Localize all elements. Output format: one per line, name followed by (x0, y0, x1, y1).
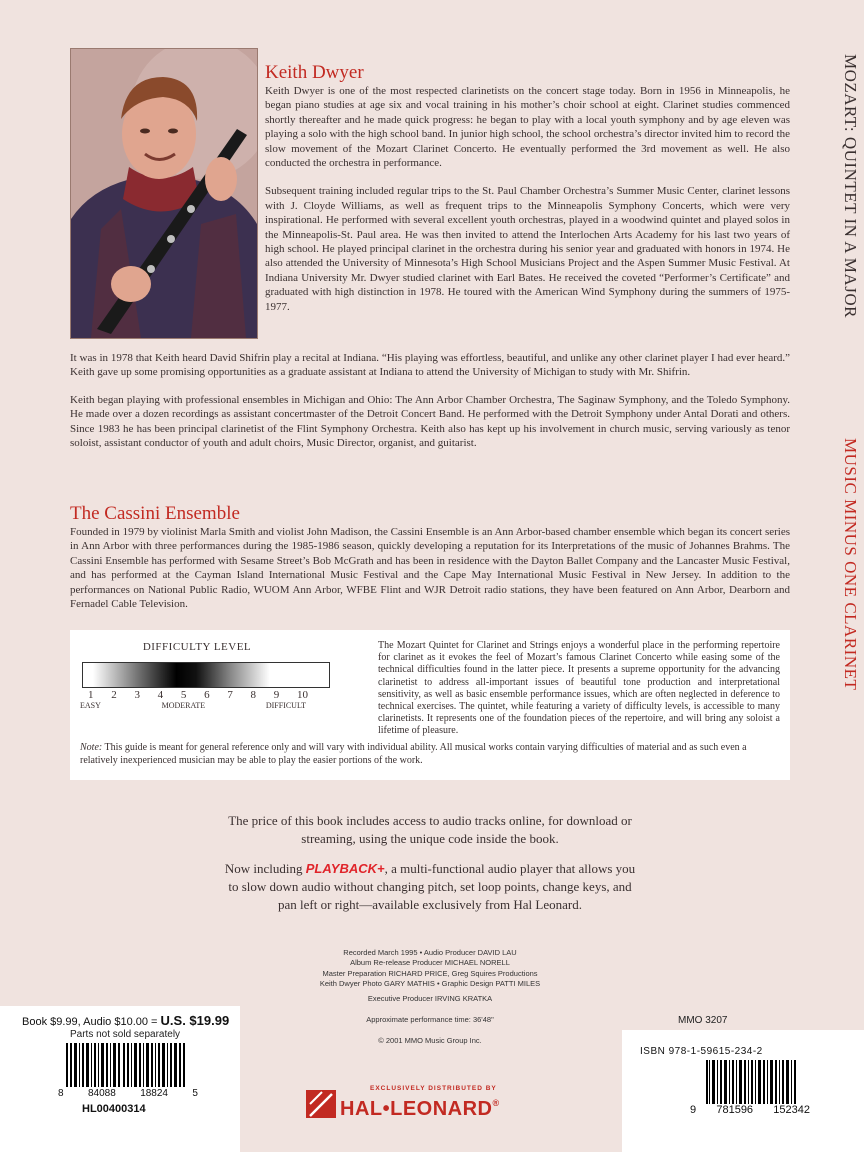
portrait-illustration (71, 49, 257, 338)
distributor-name (340, 1098, 500, 1121)
parts-note: Parts not sold separately (70, 1029, 181, 1040)
bio-paragraph-4: Keith began playing with professional ensembles in Michigan and Ohio: The Ann Arbor Chamber Orchestra, The Saginaw Symphony, and the Toledo Symphony. He made over a dozen recordings as assistant concertmaster of the Detroit Concert Band. He performed with the Detroit Symphony under Antal Dorati and others. Since 1983 he has been principal clarinetist of the Flint Symphony Orchestra. Keith also has kept up his involvement in church music, serving variously as tenor soloist, assistant conductor of youth and adult choirs, Music Director, organist, and guitarist. (70, 393, 790, 450)
ensemble-section (70, 503, 790, 611)
isbn-digits (690, 1104, 810, 1116)
isbn-label: ISBN 978-1-59615-234-2 (640, 1046, 763, 1057)
playback-text (130, 860, 730, 914)
difficulty-title: DIFFICULTY LEVEL (142, 641, 252, 653)
credits-block (280, 948, 580, 989)
difficulty-number: 5 (180, 689, 187, 701)
performance-time: Approximate performance time: 36'48" (366, 1015, 494, 1024)
hl-number: HL00400314 (82, 1103, 146, 1115)
playback-logo: PLAYBACK+ (305, 861, 385, 876)
audio-line-2: streaming, using the unique code inside the book. (301, 831, 559, 846)
hal-leonard-logo-icon (306, 1090, 336, 1118)
difficulty-numbers (82, 689, 314, 701)
credit-line: Master Preparation RICHARD PRICE, Greg Squires Productions (322, 968, 538, 978)
audio-access-text (130, 812, 730, 848)
upc-barcode (66, 1043, 186, 1087)
upc-group-1: 84088 (87, 1088, 116, 1099)
playback-post: , a multi-functional audio player that allows you (384, 861, 636, 876)
note-label: Note: (80, 742, 103, 753)
credit-line: Recorded March 1995 • Audio Producer DAVID LAU (343, 948, 517, 957)
difficulty-number: 10 (296, 689, 308, 701)
upc-group-2: 18824 (140, 1088, 168, 1099)
note-text: This guide is meant for general reference only and will vary with individual ability. All musical works contain varying difficulties of material and as such even a relatively inexperienced musician may be able to play the easier portions of the work. (80, 742, 747, 766)
upc-digit-right: 5 (192, 1088, 198, 1099)
credit-line: Album Re-release Producer MICHAEL NORELL (350, 958, 510, 968)
difficulty-number: 1 (88, 689, 94, 701)
isbn-group-2: 152342 (773, 1104, 810, 1116)
difficulty-number: 4 (157, 689, 164, 701)
difficulty-number: 2 (111, 689, 117, 701)
bio-heading: Keith Dwyer (265, 62, 364, 83)
executive-producer: Executive Producer IRVING KRATKA (367, 994, 493, 1003)
catalog-number: MMO 3207 (678, 1015, 728, 1026)
isbn-first-digit: 9 (690, 1104, 697, 1116)
playback-line-3: pan left or right—available exclusively from Hal Leonard. (278, 897, 582, 912)
bio-bottom (70, 351, 790, 450)
upc-digits (58, 1088, 198, 1099)
bio-top (265, 62, 790, 314)
difficulty-number: 3 (134, 689, 140, 701)
keith-dwyer-photo (70, 48, 258, 339)
easy-label: EASY (80, 701, 101, 710)
ensemble-heading: The Cassini Ensemble (70, 503, 240, 524)
side-title-bottom: MUSIC MINUS ONE CLARINET (841, 438, 860, 691)
audio-line-1: The price of this book includes access to audio tracks online, for download or (228, 813, 632, 828)
upc-digit-left: 8 (58, 1088, 64, 1099)
difficulty-number: 9 (273, 689, 280, 701)
price-line (22, 1013, 229, 1028)
bio-paragraph-1: Keith Dwyer is one of the most respected clarinetists on the concert stage today. Born in 1956 in Minneapolis, he began piano studies at age six and vocal training in his mother’s choir school at eight. Clarinet studies commenced shortly thereafter and he made quick progress: he began to play with a local youth symphony and by age eleven was playing a solo with the high school band. In junior high school, the school orchestra’s director invited him to record the slow movement of the Mozart Clarinet Concerto. He eventually performed the 3rd movement as well. He also conducted the orchestra in performance. (265, 85, 790, 170)
difficulty-description: The Mozart Quintet for Clarinet and Strings enjoys a wonderful place in the performing repertoire for clarinet as it evokes the feel of Mozart’s famous Clarinet Concerto while easing some of the technical difficulties found in the latter piece. It presents a supreme opportunity for the advancing clarinetist to address all-important issues of beautiful tone production and interpretational sensitivity, as well as basic ensemble performance issues, which are often neglected in deference to technical exercises. The quintet, while featuring a variety of difficulty levels, is accessible to many clarinetists. It represents one of the foundation pieces of the repertoire, and will bring any soloist a lifetime of pleasure. (378, 640, 780, 737)
playback-line-2: to slow down audio without changing pitch, set loop points, change keys, and (228, 879, 632, 894)
moderate-label: MODERATE (161, 701, 206, 710)
hal-leonard-wordmark: HAL•LEONARD (340, 1098, 493, 1120)
playback-pre: Now including (224, 861, 306, 876)
difficult-label: DIFFICULT (265, 701, 306, 710)
difficulty-gradient-scale (82, 662, 330, 688)
copyright: © 2001 MMO Music Group Inc. (378, 1036, 482, 1045)
price-breakdown: Book $9.99, Audio $10.00 = (22, 1016, 161, 1028)
price-total: U.S. $19.99 (160, 1013, 230, 1028)
difficulty-number: 8 (250, 689, 257, 701)
bio-paragraph-3: It was in 1978 that Keith heard David Shifrin play a recital at Indiana. “His playing was effortless, beautiful, and unlike any other clarinet player I had ever heard.” Keith gave up some promising opportunities as a graduate assistant at Indiana to attend the University of Michigan to study with Mr. Shifrin. (70, 352, 790, 379)
credit-line: Keith Dwyer Photo GARY MATHIS • Graphic Design PATTI MILES (319, 978, 541, 988)
isbn-group-1: 781596 (716, 1104, 754, 1116)
distributor-tag: EXCLUSIVELY DISTRIBUTED BY (370, 1085, 497, 1092)
difficulty-scale-labels (80, 701, 306, 710)
bio-paragraph-2: Subsequent training included regular trips to the St. Paul Chamber Orchestra’s Summer Music Center, clarinet lessons with J. Cloyde Williams, as well as frequent trips to the Minneapolis Symphony Concerts, which were very inspirational. He performed with several excellent youth orchestras, played in a woodwind quintet and played solos in the Minneapolis-St. Paul area. He was then invited to attend the Interlochen Arts Academy for his last two years of high school. He played principal clarinet in the orchestra during his senior year and graduated with honors in 1974. He also attended the University of Minnesota’s High School Musicians Project and the Aspen Summer Music Festival. At Indiana University Mr. Dwyer studied clarinet with Earl Bates. He received the coveted “Performer’s Certificate” and graduated with high distinction in 1978. He toured with the American Wind Symphony during the summers of 1975-1977. (265, 185, 790, 313)
difficulty-number: 7 (227, 689, 233, 701)
difficulty-note (80, 742, 780, 767)
ensemble-paragraph: Founded in 1979 by violinist Marla Smith and violist John Madison, the Cassini Ensemble is an Ann Arbor-based chamber ensemble which began its concert series in Ann Arbor with three performances during the 1985-1986 season, quickly developing a reputation for its Interpretations of the music of Johannes Brahms. The Cassini Ensemble has performed with Sesame Street’s Bob McGrath and has been in residence with the Dayton Ballet Company and the Lancaster Music Festival, and has performed at the Cayman Island International Music Festival and the Cape May International Music Festival in New Jersey. In addition to the performances on National Public Radio, WUOM Ann Arbor, WFBE Flint and WJR Detroit radio stations, they have been featured on Ann Arbor, Dearborn and Fernadel Cable Television. (70, 526, 790, 611)
side-title-top: MOZART: QUINTET IN A MAJOR (841, 54, 860, 318)
registered-mark: ® (492, 1098, 500, 1108)
difficulty-number: 6 (204, 689, 210, 701)
isbn-barcode (706, 1060, 798, 1104)
